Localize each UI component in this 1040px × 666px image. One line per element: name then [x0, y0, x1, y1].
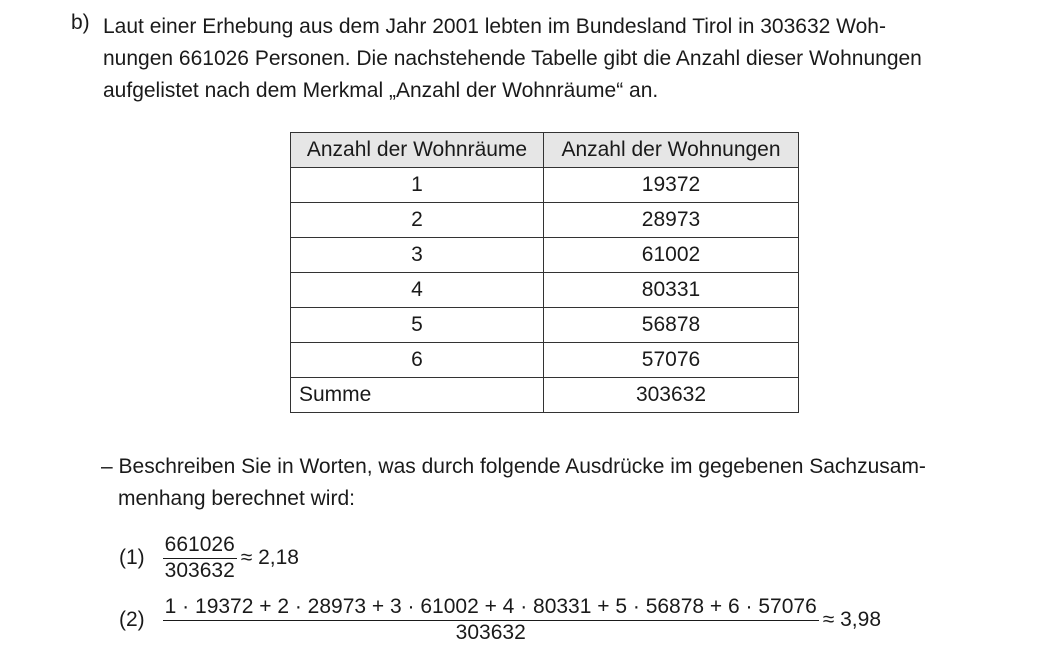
table-header-row [291, 133, 799, 168]
task-line: menhang berechnet wird: [118, 487, 355, 510]
dwellings-cell: 61002 [544, 238, 799, 273]
table-row [291, 273, 799, 308]
table-row [291, 168, 799, 203]
task-instruction [101, 451, 1001, 515]
fraction [163, 533, 237, 582]
expression-result: ≈ 2,18 [240, 545, 299, 569]
intro-line: aufgelistet nach dem Merkmal „Anzahl der Wohnräume“ an. [103, 79, 659, 102]
rooms-cell: 6 [291, 343, 544, 378]
dwellings-cell: 19372 [544, 168, 799, 203]
expression-result: ≈ 3,98 [822, 607, 881, 631]
expression-2 [119, 595, 881, 644]
table-sum-row [291, 378, 799, 413]
rooms-cell: 5 [291, 308, 544, 343]
dwellings-cell: 80331 [544, 273, 799, 308]
rooms-cell: 2 [291, 203, 544, 238]
fraction-denominator: 303632 [164, 559, 235, 582]
fraction-numerator: 661026 [163, 533, 237, 559]
rooms-cell: 3 [291, 238, 544, 273]
table-row [291, 308, 799, 343]
housing-table [290, 132, 799, 413]
rooms-cell: 4 [291, 273, 544, 308]
sum-label: Summe [291, 378, 544, 413]
dwellings-cell: 56878 [544, 308, 799, 343]
dwellings-cell: 28973 [544, 203, 799, 238]
fraction-numerator: 1 · 19372 + 2 · 28973 + 3 · 61002 + 4 · 80331 + 5 · 56878 + 6 · 57076 [163, 595, 819, 621]
part-label: b) [71, 11, 90, 34]
table-row [291, 203, 799, 238]
task-line: – Beschreiben Sie in Worten, was durch folgende Ausdrücke im gegebenen Sachzusam- [101, 455, 926, 478]
intro-line: nungen 661026 Personen. Die nachstehende Tabelle gibt die Anzahl dieser Wohnungen [103, 47, 922, 70]
intro-line: Laut einer Erhebung aus dem Jahr 2001 lebten im Bundesland Tirol in 303632 Woh- [103, 15, 886, 38]
dwellings-cell: 57076 [544, 343, 799, 378]
table-row [291, 343, 799, 378]
header-rooms: Anzahl der Wohnräume [291, 133, 544, 168]
fraction-denominator: 303632 [455, 621, 526, 644]
intro-paragraph [103, 11, 1003, 107]
fraction [163, 595, 819, 644]
header-dwellings: Anzahl der Wohnungen [544, 133, 799, 168]
expression-label: (1) [119, 545, 145, 569]
expression-1 [119, 533, 299, 582]
sum-value: 303632 [544, 378, 799, 413]
rooms-cell: 1 [291, 168, 544, 203]
table-row [291, 238, 799, 273]
expression-label: (2) [119, 607, 145, 631]
